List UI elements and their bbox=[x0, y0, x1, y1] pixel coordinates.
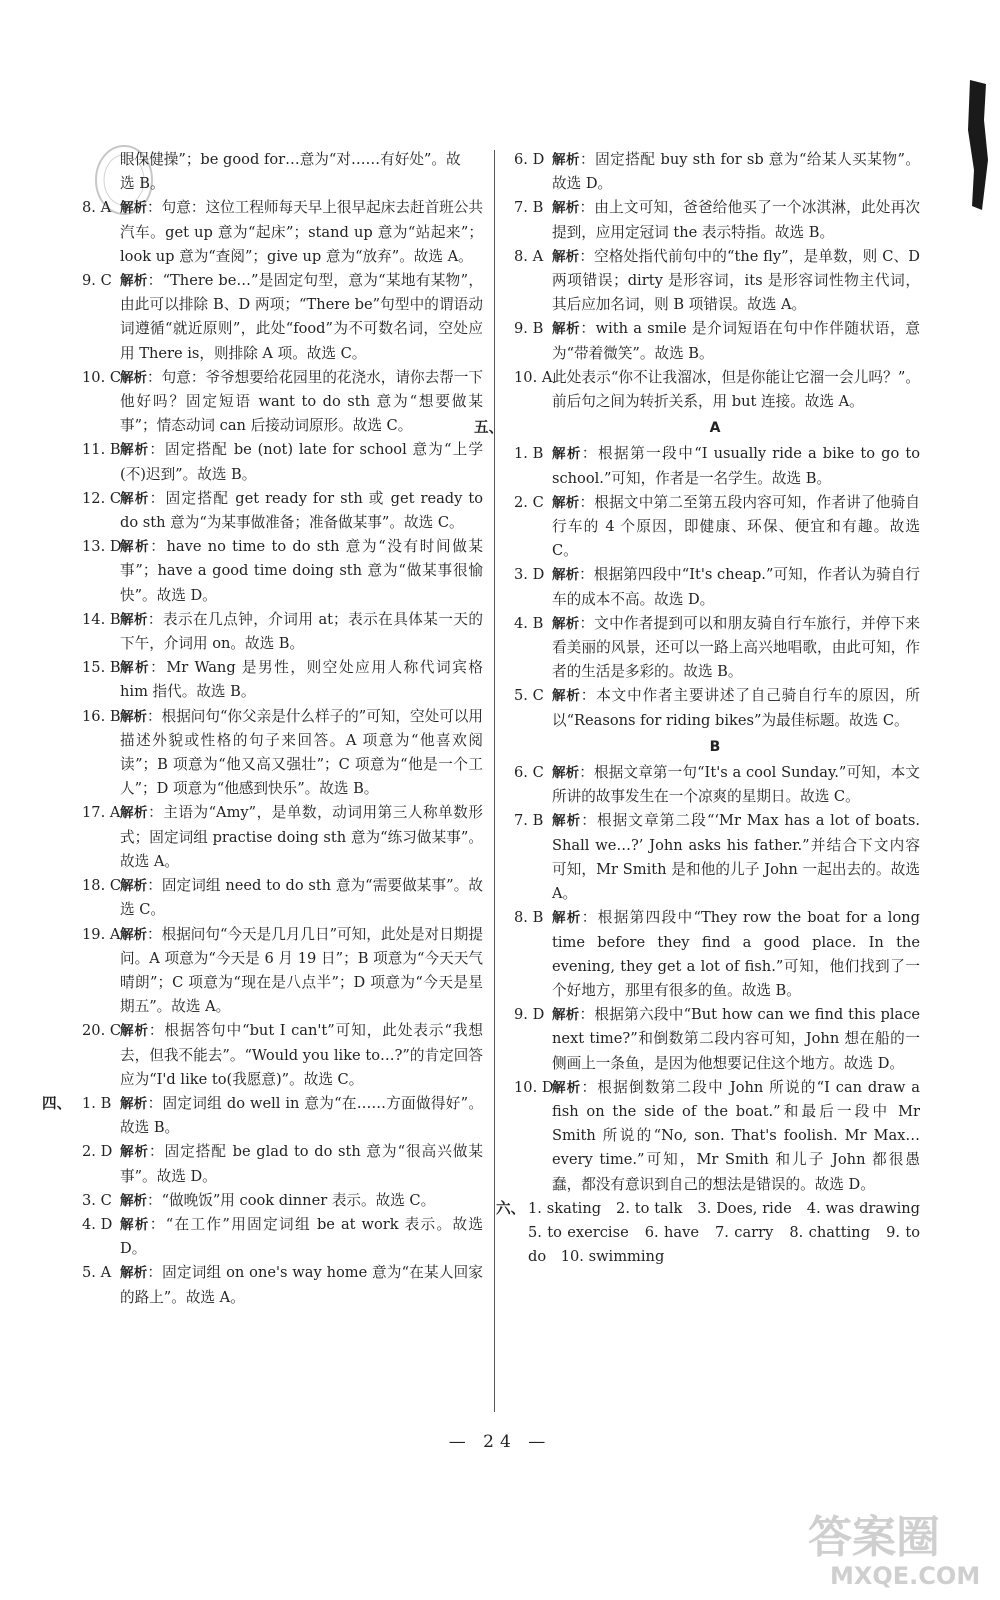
analysis-text: ：根据文中第二至第五段内容可知，作者讲了他骑自行车的 4 个原因，即健康、环保、便宜和有趣。故选 C。 bbox=[552, 493, 920, 560]
analysis-text: ：根据第六段中“But how can we find this place next time?”和倒数第二段内容可知，John 想在船的一侧画上一条鱼，是因为他想要记住这个地方。故选 D。 bbox=[552, 1006, 921, 1072]
answer-number: 16. B bbox=[82, 707, 121, 725]
answer-number: 17. A bbox=[82, 804, 121, 822]
analysis-label: 解析 bbox=[552, 321, 581, 338]
answer-number: 13. D bbox=[82, 538, 122, 556]
analysis-text: ：have no time to do sth 意为“没有时间做某事”；have a good time doing sth 意为“做某事很愉快”。故选 D。 bbox=[120, 538, 484, 604]
answer-number: 2. C bbox=[514, 493, 544, 511]
answer-item bbox=[78, 608, 483, 656]
watermark-url: MXQE.COM bbox=[830, 1562, 981, 1590]
answer-number: 5. C bbox=[514, 687, 544, 705]
analysis-label: 解析 bbox=[120, 490, 150, 507]
answer-number: 3. D bbox=[514, 566, 545, 584]
section-mark: 五、 bbox=[474, 419, 504, 437]
answer-number: 3. C bbox=[82, 1191, 112, 1209]
analysis-text: ：根据问句“你父亲是什么样子的”可知，空处可以用描述外貌或性格的句子来回答。A 项意为“他喜欢阅读”；B 项意为“他又高又强壮”；C 项意为“他是一个工人”；D 项意为“他感到快乐”。故选 B。 bbox=[120, 707, 483, 798]
analysis-text: ：表示在几点钟，介词用 at；表示在具体某一天的下午，介词用 on。故选 B。 bbox=[120, 610, 483, 653]
answer-list-section4 bbox=[78, 1092, 483, 1310]
answer-number: 5. A bbox=[82, 1264, 112, 1282]
answer-item bbox=[78, 438, 483, 486]
answer-number: 12. C bbox=[82, 489, 122, 507]
analysis-label: 解析 bbox=[120, 1265, 148, 1282]
answer-item bbox=[78, 705, 483, 802]
section-five bbox=[474, 416, 921, 1197]
analysis-label: 解析 bbox=[552, 1079, 582, 1096]
answer-item bbox=[510, 684, 920, 732]
page-number: — 24 — bbox=[448, 1432, 552, 1452]
analysis-label: 解析 bbox=[120, 1023, 149, 1040]
answer-item bbox=[78, 923, 483, 1020]
analysis-label: 解析 bbox=[552, 813, 582, 830]
answer-item bbox=[78, 1019, 483, 1092]
right-column bbox=[474, 148, 935, 1269]
analysis-text: ：由上文可知，爸爸给他买了一个冰淇淋，此处再次提到，应用定冠词 the 表示特指。故选 B。 bbox=[552, 199, 920, 241]
analysis-text: ：根据文章第一句“It's a cool Sunday.”可知，本文所讲的故事发生在一个凉爽的星期日。故选 C。 bbox=[552, 764, 921, 806]
analysis-label: 解析 bbox=[552, 1007, 580, 1024]
answer-number: 7. B bbox=[514, 199, 544, 217]
analysis-text: ：“There be…”是固定句型，意为“某地有某物”，由此可以排除 B、D 两项；“There be”句型中的谓语动词遵循“就近原则”，此处“food”为不可数名词，空处应用 There is，则排除 A 项。故选 C。 bbox=[120, 272, 483, 362]
answer-item bbox=[78, 1189, 483, 1213]
analysis-label: 解析 bbox=[120, 1095, 148, 1112]
section-four bbox=[42, 1092, 484, 1310]
analysis-text: 此处表示“你不让我溜冰，但是你能让它溜一会儿吗？”。前后句之间为转折关系，用 but 连接。故选 A。 bbox=[552, 368, 920, 411]
answer-number: 8. B bbox=[514, 909, 544, 927]
answer-number: 11. B bbox=[82, 441, 121, 459]
answer-number: 18. C bbox=[82, 877, 122, 895]
answer-number: 9. B bbox=[514, 320, 544, 338]
answer-item bbox=[510, 809, 920, 906]
watermark-text: 答案圈 bbox=[808, 1512, 940, 1563]
analysis-label: 解析 bbox=[120, 611, 148, 628]
continued-answer bbox=[78, 148, 483, 196]
answer-item bbox=[510, 366, 920, 414]
answer-item bbox=[78, 1213, 483, 1261]
answer-item bbox=[510, 563, 920, 611]
analysis-label: 解析 bbox=[552, 765, 580, 782]
watermark-logo bbox=[800, 1500, 990, 1590]
answer-item bbox=[510, 245, 920, 318]
answer-number: 2. D bbox=[82, 1143, 113, 1161]
answer-item bbox=[510, 442, 920, 490]
passage-a-title: A bbox=[709, 420, 721, 437]
analysis-text: ：with a smile 是介词短语在句中作伴随状语，意为“带着微笑”。故选 B。 bbox=[552, 320, 921, 362]
answer-item bbox=[510, 317, 920, 365]
answer-item bbox=[78, 874, 483, 922]
analysis-text: ：根据答句中“but I can't”可知，此处表示“我想去，但我不能去”。“Would you like to…?”的肯定回答应为“I'd like to(我愿意)”。故选 C。 bbox=[120, 1022, 483, 1088]
answer-number: 15. B bbox=[82, 659, 121, 677]
analysis-text: ：固定搭配 be glad to do sth 意为“很高兴做某事”。故选 D。 bbox=[120, 1143, 484, 1185]
answer-item bbox=[510, 196, 920, 244]
answer-number: 4. B bbox=[514, 614, 544, 632]
answer-list-passage-a bbox=[510, 442, 920, 732]
answer-item bbox=[510, 612, 920, 685]
analysis-text: ：根据倒数第二段中 John 所说的“I can draw a fish on the side of the boat.”和最后一段中 Mr Smith 所说的“No, son. That's foolish. Mr Max… every time.”可知，Mr Smith 和儿子 John 都很愚蠢，都没有意识到自己的想法是错误的。故选 D。 bbox=[552, 1078, 921, 1193]
analysis-text: ：主语为“Amy”，是单数，动词用第三人称单数形式；固定词组 practise doing sth 意为“练习做某事”。故选 A。 bbox=[120, 804, 484, 870]
answer-number: 9. C bbox=[82, 272, 112, 290]
answer-item bbox=[510, 148, 920, 196]
answer-number: 6. D bbox=[514, 151, 545, 168]
analysis-label: 解析 bbox=[120, 539, 151, 556]
fill-in-answers: 1. skating 2. to talk 3. Does, ride 4. was drawing 5. to exercise 6. have 7. carry 8. chatting 9. to do 10. swimming bbox=[528, 1199, 935, 1266]
answer-item bbox=[510, 1076, 920, 1197]
answer-number: 14. B bbox=[82, 610, 121, 628]
analysis-text: ：根据第四段中“It's cheap.”可知，作者认为骑自行车的成本不高。故选 D。 bbox=[552, 566, 920, 608]
analysis-label: 解析 bbox=[552, 248, 580, 265]
answer-number: 20. C bbox=[82, 1022, 122, 1040]
analysis-label: 解析 bbox=[120, 1144, 150, 1161]
analysis-label: 解析 bbox=[120, 708, 147, 725]
analysis-label: 解析 bbox=[552, 688, 581, 705]
analysis-text: ：固定词组 do well in 意为“在……方面做得好”。故选 B。 bbox=[120, 1094, 483, 1137]
analysis-label: 解析 bbox=[552, 494, 580, 511]
analysis-text: ：根据文章第二段“‘Mr Max has a lot of boats. Shall we…?’ John asks his father.”并结合下文内容可知，Mr Smith 是和他的儿子 John 一起出去的。故选 A。 bbox=[552, 812, 920, 903]
analysis-label: 解析 bbox=[120, 660, 151, 677]
answer-number: 19. A bbox=[82, 925, 121, 943]
answer-item bbox=[510, 906, 920, 1003]
answer-item bbox=[510, 491, 920, 564]
answer-number: 6. C bbox=[514, 764, 544, 782]
answer-item bbox=[78, 196, 483, 269]
analysis-text: ：Mr Wang 是男性，则空处应用人称代词宾格 him 指代。故选 B。 bbox=[120, 659, 483, 701]
analysis-text: ：句意：爷爷想要给花园里的花浇水，请你去帮一下他好吗？固定短语 want to do sth 意为“想要做某事”；情态动词 can 后接动词原形。故选 C。 bbox=[120, 368, 483, 435]
passage-b-title: B bbox=[709, 738, 721, 755]
analysis-text: ：本文中作者主要讲述了自己骑自行车的原因，所以“Reasons for riding bikes”为最佳标题。故选 C。 bbox=[552, 687, 920, 729]
analysis-text: ：固定搭配 buy sth for sb 意为“给某人买某物”。故选 D。 bbox=[552, 151, 920, 193]
answer-item bbox=[78, 656, 483, 704]
analysis-label: 解析 bbox=[552, 446, 582, 463]
answer-number: 7. B bbox=[514, 812, 544, 830]
answer-item bbox=[78, 366, 483, 439]
analysis-text: ：固定搭配 be (not) late for school 意为“上学(不)迟到”。故选 B。 bbox=[120, 441, 484, 483]
analysis-label: 解析 bbox=[552, 200, 580, 217]
answer-item bbox=[510, 761, 920, 809]
fragment-line-2: 选 B。 bbox=[120, 175, 165, 193]
analysis-text: ：空格处指代前句中的“the fly”，是单数，则 C、D 两项错误；dirty 是形容词，its 是形容词性物主代词，其后应加名词，则 B 项错误。故选 A。 bbox=[552, 247, 920, 314]
analysis-text: ：根据问句“今天是几月几日”可知，此处是对日期提问。A 项意为“今天是 6 月 19 日”；B 项意为“今天天气晴朗”；C 项意为“现在是八点半”；D 项意为“今天是星期五”。故选 A。 bbox=[120, 925, 483, 1016]
analysis-label: 解析 bbox=[120, 805, 149, 822]
analysis-text: ：文中作者提到可以和朋友骑自行车旅行，并停下来看美丽的风景，还可以一路上高兴地唱歌，由此可知，作者的生活是多彩的。故选 B。 bbox=[552, 614, 920, 681]
answer-list-section4-cont bbox=[510, 148, 920, 414]
analysis-text: ：“在工作”用固定词组 be at work 表示。故选 D。 bbox=[120, 1215, 484, 1258]
section-mark: 四、 bbox=[42, 1094, 72, 1112]
analysis-text: ：根据第一段中“I usually ride a bike to go to school.”可知，作者是一名学生。故选 B。 bbox=[552, 445, 920, 487]
analysis-label: 解析 bbox=[120, 1192, 147, 1209]
analysis-label: 解析 bbox=[120, 200, 148, 217]
answer-item bbox=[78, 801, 483, 874]
answer-number: 1. B bbox=[82, 1094, 112, 1112]
answer-number: 8. A bbox=[82, 199, 112, 217]
left-column bbox=[42, 148, 484, 1310]
answer-number: 10. D bbox=[514, 1078, 554, 1096]
analysis-label: 解析 bbox=[120, 369, 148, 386]
analysis-text: ：固定词组 need to do sth 意为“需要做某事”。故选 C。 bbox=[120, 877, 483, 919]
answer-item bbox=[78, 1140, 483, 1188]
answer-list-section3 bbox=[78, 196, 483, 1092]
answer-number: 10. A bbox=[514, 368, 553, 386]
analysis-text: ：固定词组 on one's way home 意为“在某人回家的路上”。故选 A。 bbox=[120, 1264, 484, 1306]
analysis-label: 解析 bbox=[120, 878, 148, 895]
answer-item bbox=[78, 1092, 483, 1140]
section-six bbox=[496, 1197, 935, 1270]
analysis-label: 解析 bbox=[120, 1216, 150, 1233]
answer-item bbox=[78, 487, 483, 535]
analysis-text: ：固定搭配 get ready for sth 或 get ready to do sth 意为“为某事做准备；准备做某事”。故选 C。 bbox=[120, 489, 484, 532]
analysis-label: 解析 bbox=[552, 615, 580, 632]
answer-number: 10. C bbox=[82, 368, 122, 386]
fragment-line-1: 眼保健操”；be good for…意为“对……有好处”。故 bbox=[120, 151, 461, 168]
analysis-text: ：根据第四段中“They row the boat for a long time before they find a good place. In the evening, they get a lot of fish.”可知，他们找到了一个好地方，那里有很多的鱼。故选 B。 bbox=[552, 909, 920, 999]
answer-item bbox=[510, 1003, 920, 1076]
analysis-label: 解析 bbox=[120, 273, 148, 290]
answer-number: 4. D bbox=[82, 1215, 113, 1233]
analysis-text: ：“做晚饭”用 cook dinner 表示。故选 C。 bbox=[147, 1191, 436, 1209]
answer-item bbox=[78, 269, 483, 366]
answer-number: 8. A bbox=[514, 247, 544, 265]
answer-list-passage-b bbox=[510, 761, 920, 1197]
analysis-label: 解析 bbox=[120, 926, 147, 943]
answer-number: 9. D bbox=[514, 1006, 545, 1024]
analysis-label: 解析 bbox=[120, 442, 150, 459]
answer-number: 1. B bbox=[514, 445, 544, 463]
column-divider bbox=[494, 150, 495, 1412]
answer-item bbox=[78, 1261, 483, 1309]
analysis-label: 解析 bbox=[552, 910, 582, 927]
answer-item bbox=[78, 535, 483, 608]
section-mark: 六、 bbox=[496, 1199, 526, 1217]
analysis-text: ：句意：这位工程师每天早上很早起床去赶首班公共汽车。get up 意为“起床”；stand up 意为“站起来”；look up 意为“查阅”；give up 意为“放弃”。故选 A。 bbox=[120, 199, 483, 265]
scan-edge-mark bbox=[964, 80, 990, 210]
analysis-label: 解析 bbox=[552, 567, 580, 584]
analysis-label: 解析 bbox=[552, 152, 580, 168]
